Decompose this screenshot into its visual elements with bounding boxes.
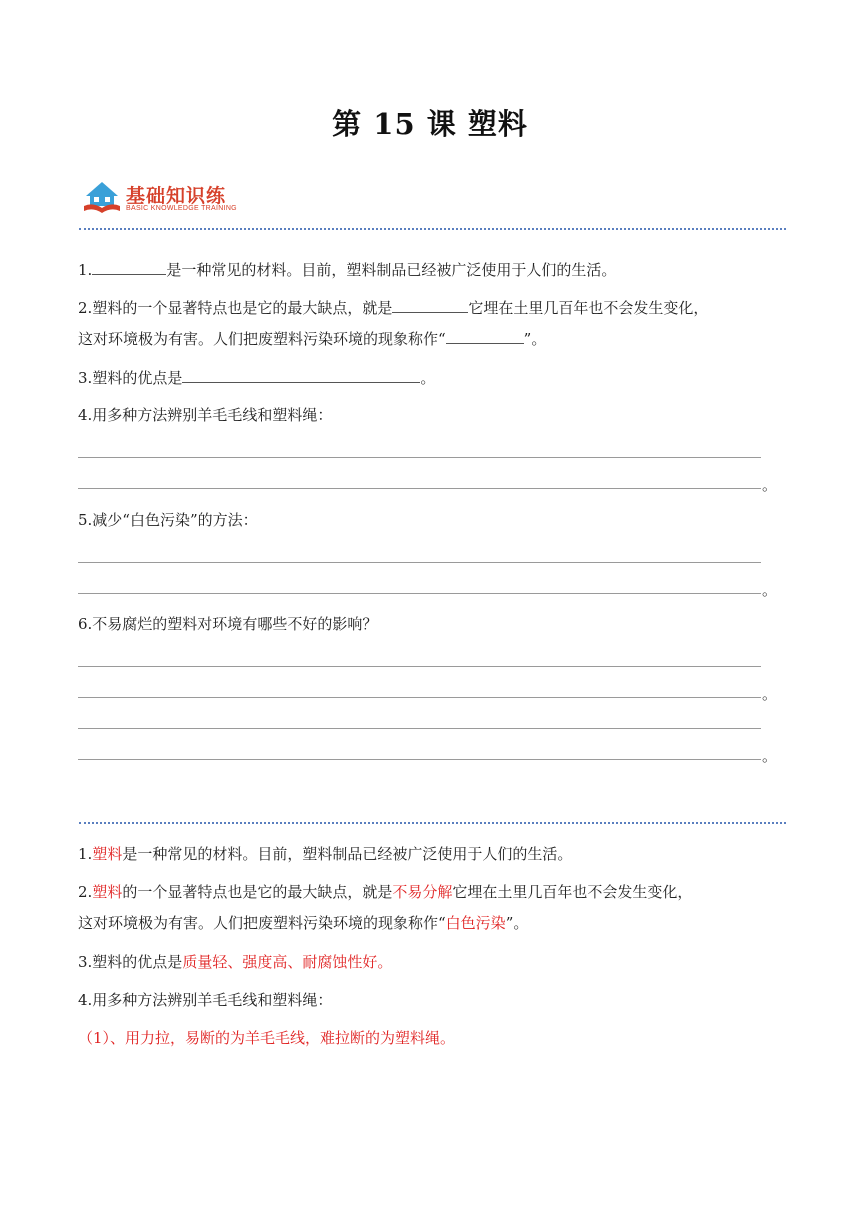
answer-line [78, 666, 761, 667]
answer-blank [392, 296, 468, 313]
answer-line [78, 759, 761, 760]
section-logo-title: 基础知识练 [126, 185, 227, 207]
answer-number: 2. [78, 883, 93, 901]
answer-text: 塑料 [92, 883, 123, 901]
line-period: 。 [762, 747, 778, 765]
question-5 [78, 510, 790, 530]
answer-blank [446, 327, 524, 344]
answer-3 [78, 952, 790, 972]
question-text: 它埋在土里几百年也不会发生变化， [468, 299, 709, 317]
answer-2-line-2 [78, 913, 790, 933]
answer-text: 不易分解 [392, 883, 453, 901]
answer-context: 的一个显著特点也是它的最大缺点，就是 [122, 883, 393, 901]
answer-line [78, 457, 761, 458]
answer-text: 白色污染 [445, 914, 506, 932]
line-period: 。 [762, 685, 778, 703]
answer-text: 质量轻、强度高、耐腐蚀性好 [182, 953, 378, 971]
question-1 [78, 258, 790, 280]
answer-number: 1. [78, 845, 93, 863]
question-number: 3. [78, 369, 93, 387]
answer-context: 它埋在土里几百年也不会发生变化， [452, 883, 693, 901]
question-2 [78, 296, 790, 318]
line-period: 。 [762, 476, 778, 494]
answer-4 [78, 990, 790, 1010]
question-4 [78, 405, 790, 425]
question-text: 4.用多种方法辨别羊毛毛线和塑料绳： [78, 406, 333, 424]
page-title: 第 15 课 塑料 [332, 107, 528, 141]
answer-context: 是一种常见的材料。目前，塑料制品已经被广泛使用于人们的生活。 [122, 845, 573, 863]
answer-context: 4.用多种方法辨别羊毛毛线和塑料绳： [78, 991, 333, 1009]
answer-2 [78, 882, 790, 902]
answer-text: 塑料 [92, 845, 123, 863]
line-period: 。 [762, 581, 778, 599]
answer-line [78, 697, 761, 698]
answer-divider [79, 822, 786, 824]
question-text: 塑料的优点是 [92, 369, 183, 387]
question-number: 2. [78, 299, 93, 317]
question-number: 1. [78, 261, 93, 279]
answer-context: 3.塑料的优点是 [78, 953, 183, 971]
question-text: 塑料的一个显著特点也是它的最大缺点，就是 [92, 299, 393, 317]
answer-4-item-1 [78, 1028, 790, 1048]
question-text: 6.不易腐烂的塑料对环境有哪些不好的影响？ [78, 615, 378, 633]
question-text: 。 [420, 369, 436, 387]
answer-line [78, 488, 761, 489]
question-text: 5.减少“白色污染”的方法： [78, 511, 258, 529]
section-divider [79, 228, 786, 230]
question-2-line-2 [78, 327, 790, 349]
house-book-icon [82, 180, 122, 216]
answer-blank [92, 258, 166, 275]
answer-context: 这对环境极为有害。人们把废塑料污染环境的现象称作“ [78, 914, 446, 932]
question-text: 是一种常见的材料。目前，塑料制品已经被广泛使用于人们的生活。 [166, 261, 617, 279]
question-text: ”。 [523, 330, 547, 348]
answer-line [78, 593, 761, 594]
answer-text: 。 [377, 953, 393, 971]
answer-line [78, 728, 761, 729]
section-logo-subtitle: BASIC KNOWLEDGE TRAINING [126, 205, 237, 212]
answer-line [78, 562, 761, 563]
question-text: 这对环境极为有害。人们把废塑料污染环境的现象称作“ [78, 330, 446, 348]
answer-context: ”。 [505, 914, 529, 932]
question-6 [78, 614, 790, 634]
answer-1 [78, 844, 790, 864]
answer-text: （1）、用力拉，易断的为羊毛毛线，难拉断的为塑料绳。 [78, 1029, 456, 1047]
question-3 [78, 366, 790, 388]
answer-blank [182, 366, 420, 383]
